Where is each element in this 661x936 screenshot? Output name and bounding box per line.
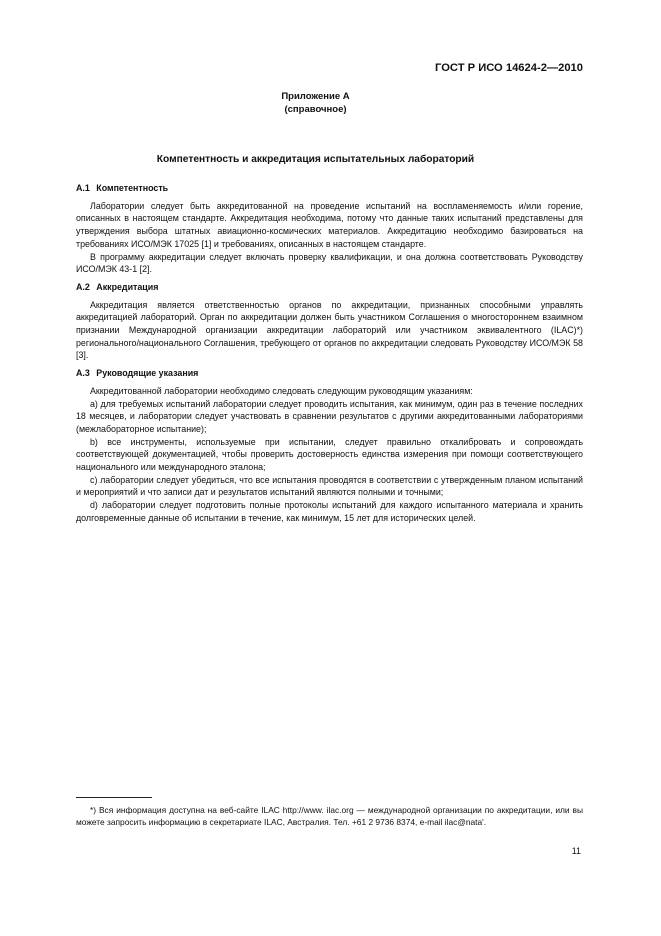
- footnote: *) Вся информация доступна на веб-сайте ILAC http://www. ilac.org — международной организации по аккредитации, или вы можете запросить информацию в секретариате ILAC, Австралия. Тел. +61 2 9736 8374, e-mail ilac@nata'.: [76, 805, 583, 827]
- section-title: Руководящие указания: [96, 368, 199, 379]
- list-item: b) все инструменты, используемые при испытании, следует правильно откалибровать и сопровождать соответствующей документацией, чтобы проверить достоверность единства измерения при помощи соответствующего национального или международного эталона;: [76, 436, 583, 473]
- section-number: А.2: [76, 281, 90, 292]
- section-heading-a2: [76, 281, 583, 294]
- section-title: Компетентность: [96, 183, 169, 193]
- paragraph: В программу аккредитации следует включать проверку квалификации, и она должна соответствовать Руководству ИСО/МЭК 43-1 [2].: [76, 251, 583, 275]
- page-number: 11: [571, 846, 581, 856]
- document-title: Компетентность и аккредитация испытательных лабораторий: [156, 154, 475, 165]
- paragraph: Лаборатории следует быть аккредитованной на проведение испытаний на воспламеняемость и/или горение, описанных в настоящем стандарте. Аккредитация необходима, потому что данные таких испытаний представлены для утверждения выбора штатных авиационно-космических материалов. Аккредитацию необходимо базироваться на требованиях ИСО/МЭК 17025 [1] и требованиях, описанных в настоящем стандарте.: [76, 200, 583, 249]
- list-item: d) лаборатории следует подготовить полные протоколы испытаний для каждого испытанного материала и хранить долговременные данные об испытании в течение, как минимум, 15 лет для исторических целей.: [76, 500, 583, 523]
- standard-designation: ГОСТ Р ИСО 14624-2—2010: [435, 62, 583, 74]
- section-title: Аккредитация: [96, 281, 159, 292]
- list-item: a) для требуемых испытаний лаборатории следует проводить испытания, как минимум, один раз в течение последних 18 месяцев, и лаборатории следует участвовать в сравнении результатов с другими аккредитованными лабораториями (межлабораторное испытание);: [76, 398, 583, 434]
- annex-title: Приложение А: [281, 91, 350, 102]
- document-body: [76, 182, 583, 525]
- paragraph: Аккредитованной лаборатории необходимо следовать следующим руководящим указаниям:: [90, 385, 473, 396]
- section-heading-a3: [76, 367, 583, 380]
- annex-heading: [0, 91, 631, 116]
- section-number: А.3: [76, 368, 90, 379]
- footnote-separator: [76, 797, 152, 798]
- section-heading-a1: [76, 182, 583, 195]
- annex-type: (справочное): [284, 103, 347, 115]
- list-item: c) лаборатории следует убедиться, что все испытания проводятся в соответствии с утвержденным планом испытаний и мероприятий и что записи дат и результатов испытаний являются полными и точными;: [76, 474, 583, 498]
- section-number: А.1: [76, 183, 90, 193]
- paragraph: Аккредитация является ответственностью органов по аккредитации, признанных способными управлять аккредитацией лабораторий. Орган по аккредитации должен быть участником Соглашения о многостороннем взаимном признании Международной организации аккредитации лабораторий или участником эквивалентного (ILAC)*) регионального/национального Соглашения, требующего от органов по аккредитации следовать Руководству ИСО/МЭК 58 [3].: [76, 299, 583, 361]
